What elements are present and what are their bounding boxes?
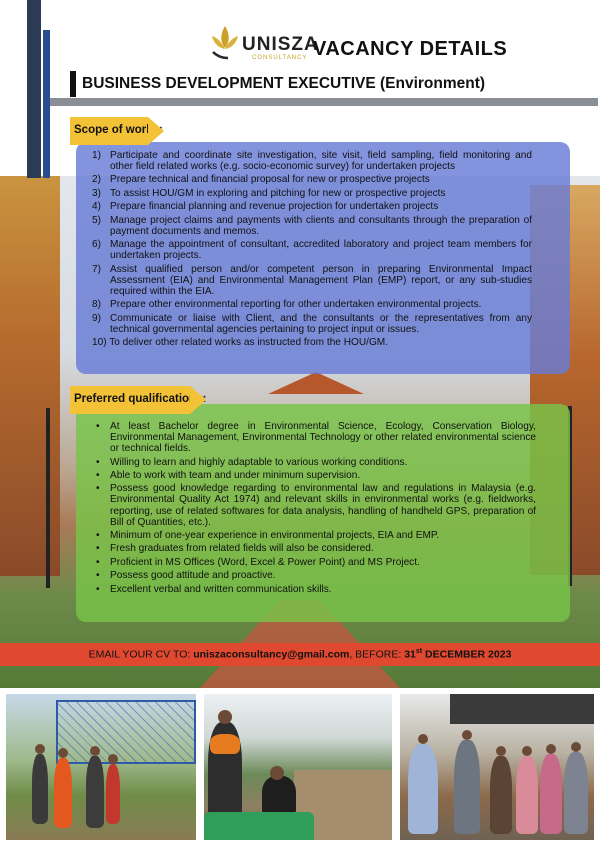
logo-wordmark: UNISZA bbox=[242, 34, 319, 55]
lamp-post-left bbox=[46, 408, 50, 588]
list-item: • Excellent verbal and written communication skills. bbox=[96, 583, 332, 595]
qualifications-label: Preferred qualifications: bbox=[74, 393, 207, 405]
logo-subtitle: CONSULTANCY bbox=[252, 55, 308, 61]
list-item: • Proficient in MS Offices (Word, Excel & Power Point) and MS Project. bbox=[96, 556, 420, 568]
list-item: • Able to work with team and under minimum supervision. bbox=[96, 469, 361, 481]
list-item: 10) To deliver other related works as instructed from the HOU/GM. bbox=[92, 337, 389, 349]
stall-roof bbox=[450, 694, 594, 724]
page-heading: VACANCY DETAILS bbox=[313, 38, 508, 60]
lotus-icon bbox=[208, 22, 242, 62]
list-item: • Possess good attitude and proactive. bbox=[96, 570, 276, 582]
boat bbox=[204, 812, 314, 840]
fence bbox=[56, 700, 196, 764]
photo-field-sampling bbox=[6, 694, 196, 840]
list-item: • Possess good knowledge regarding to environmental law and regulations in Malaysia (e.g. Environmental Quality Act 1974) and relevant skills in environmental works (e.g. fieldworks, reporting, use of related softwares for data analysis, handling of handheld GPS, preparation of Bill of Quantities, etc.). bbox=[96, 483, 536, 528]
arrow-right-icon bbox=[190, 386, 206, 414]
photo-community-survey bbox=[400, 694, 594, 840]
accent-bar-blue bbox=[43, 30, 50, 178]
list-item: 3) To assist HOU/GM in exploring and pitching for new or prospective projects bbox=[92, 187, 446, 199]
list-item: 5) Manage project claims and payments with clients and consultants through the preparation of payment documents and memos. bbox=[92, 214, 532, 237]
qualifications-label-tag bbox=[70, 386, 207, 414]
building-left bbox=[0, 176, 60, 576]
list-item: 1) Participate and coordinate site investigation, site visit, field sampling, field monitoring and other field related works (e.g. socio-economic survey) for undertaken projects bbox=[92, 150, 532, 173]
scope-list bbox=[92, 150, 532, 350]
list-item: 6) Manage the appointment of consultant, accredited laboratory and project team members for undertaken projects. bbox=[92, 239, 532, 262]
list-item: • At least Bachelor degree in Environmental Science, Ecology, Conservation Biology, Environmental Management, Environmental Technology or other related environmental science or technical fields. bbox=[96, 421, 536, 455]
email-link[interactable]: uniszaconsultancy@gmail.com bbox=[193, 648, 350, 661]
list-item: 7) Assist qualified person and/or competent person in preparing Environmental Impact Assessment (EIA) and Environmental Management Plan (EMP) report, or any sub-studies required within the EIA. bbox=[92, 263, 532, 297]
deadline-month: DECEMBER 2023 bbox=[425, 648, 512, 661]
scope-label-tag bbox=[70, 117, 163, 145]
contact-banner bbox=[0, 643, 600, 666]
contact-text: EMAIL YOUR CV TO: uniszaconsultancy@gmail.com, BEFORE: 31st DECEMBER 2023 bbox=[88, 648, 512, 661]
qualifications-list bbox=[96, 421, 536, 597]
arrow-right-icon bbox=[148, 117, 164, 145]
list-item: 2) Prepare technical and financial proposal for new or prospective projects bbox=[92, 174, 430, 186]
list-item: • Fresh graduates from related fields will also be considered. bbox=[96, 543, 374, 555]
accent-bar-navy bbox=[27, 0, 41, 178]
list-item: • Minimum of one-year experience in environmental projects, EIA and EMP. bbox=[96, 530, 440, 542]
accent-bar-gray bbox=[50, 98, 598, 106]
job-title-bar bbox=[70, 71, 582, 97]
list-item: 9) Communicate or liaise with Client, and the consultants or the representatives from any technical governmental agencies pertaining to project input or issues. bbox=[92, 312, 532, 335]
photo-river-survey bbox=[204, 694, 392, 840]
scope-label: Scope of works: bbox=[74, 124, 163, 136]
deadline-day: 31 bbox=[404, 648, 416, 661]
list-item: 8) Prepare other environmental reporting for other undertaken environmental projects. bbox=[92, 299, 482, 311]
list-item: 4) Prepare financial planning and revenue projection for undertaken projects bbox=[92, 201, 439, 213]
unisza-logo bbox=[208, 22, 319, 64]
list-item: • Willing to learn and highly adaptable to various working conditions. bbox=[96, 456, 408, 468]
job-title: BUSINESS DEVELOPMENT EXECUTIVE (Environment) bbox=[82, 75, 486, 92]
